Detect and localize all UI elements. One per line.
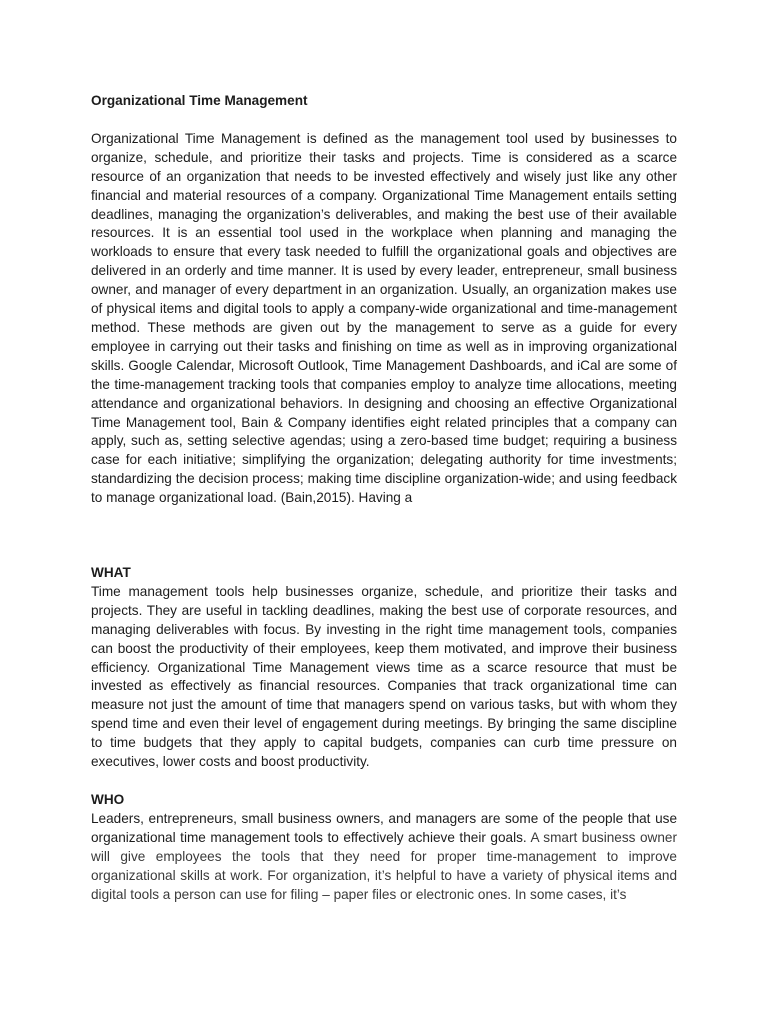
section-spacer [91, 772, 677, 791]
section-heading-what: WHAT [91, 565, 131, 581]
section-body-who-part1: Leaders, entrepreneurs, small business owners, and managers are some of the people that use organizational time management tools to effectively achieve their goals. [91, 810, 677, 845]
section-body-what: Time management tools help businesses organize, schedule, and prioritize their tasks and projects. They are useful in tackling deadlines, making the best use of corporate resources, and managing deliverables with focus. By investing in the right time management tools, companies can boost the productivity of their employees, keep them motivated, and improve their business efficiency. Organizational Time Management views time as a scarce resource that must be invested as effectively as financial resources. Companies that track organizational time can measure not just the amount of time that managers spend on various tasks, but with whom they spend time and even their level of engagement during meetings. By bringing the same discipline to time budgets that they apply to capital budgets, companies can curb time pressure on executives, lower costs and boost productivity. [91, 583, 677, 770]
section-spacer [91, 508, 677, 564]
section-body-who [91, 810, 677, 905]
document-body [91, 92, 677, 904]
document-title: Organizational Time Management [91, 93, 308, 108]
intro-paragraph: Organizational Time Management is defined as the management tool used by businesses to organize, schedule, and prioritize their tasks and projects. Time is considered as a scarce resource of an organization that needs to be invested effectively and wisely just like any other financial and material resources of a company. Organizational Time Management entails setting deadlines, managing the organization’s deliverables, and making the best use of their available resources. It is an essential tool used in the workplace when planning and managing the workloads to ensure that every task needed to fulfill the organizational goals and objectives are delivered in an orderly and time manner. It is used by every leader, entrepreneur, small business owner, and manager of every department in an organization. Usually, an organization makes use of physical items and digital tools to apply a company-wide organizational and time-management method. These methods are given out by the management to serve as a guide for every employee in carrying out their tasks and finishing on time as well as in improving organizational skills. Google Calendar, Microsoft Outlook, Time Management Dashboards, and iCal are some of the time-management tracking tools that companies employ to analyze time allocations, meeting attendance and organizational behaviors. In designing and choosing an effective Organizational Time Management tool, Bain & Company identifies eight related principles that a company can apply, such as, setting selective agendas; using a zero-based time budget; requiring a business case for each initiative; simplifying the organization; delegating authority for time investments; standardizing the decision process; making time discipline organization-wide; and using feedback to manage organizational load. (Bain,2015). Having a [91, 130, 677, 506]
section-heading-who: WHO [91, 792, 125, 807]
section-body-who-part2: A smart business owner will give employees the tools that they need for proper time-management to improve organizational skills at work. For organization, it’s helpful to have a variety of physical items and digital tools a person can use for filing – paper files or electronic ones. In some cases, it’s [91, 829, 677, 902]
